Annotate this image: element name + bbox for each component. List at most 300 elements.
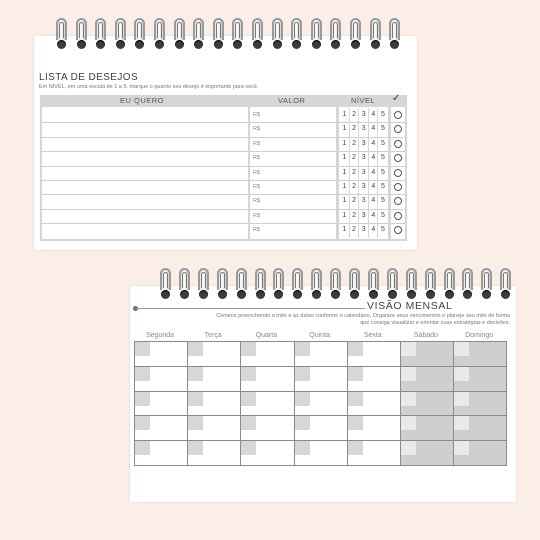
level-option-1[interactable]: 1: [342, 226, 347, 234]
day-cell[interactable]: [294, 415, 348, 441]
date-box[interactable]: [454, 342, 469, 356]
spiral-ring-icon: [174, 18, 185, 54]
day-cell[interactable]: [453, 440, 507, 466]
date-box[interactable]: [348, 367, 363, 381]
value-column: [250, 107, 336, 239]
day-cell[interactable]: [187, 391, 241, 417]
spiral-ring-icon: [76, 18, 87, 54]
level-divider: [368, 180, 369, 194]
level-divider: [377, 166, 378, 180]
level-divider: [349, 194, 350, 208]
level-divider: [349, 122, 350, 136]
ring-inner-arc: [157, 22, 162, 38]
level-divider: [368, 108, 369, 122]
level-divider: [358, 108, 359, 122]
date-box[interactable]: [188, 416, 203, 430]
weekday-4: Quinta: [309, 332, 330, 339]
date-box[interactable]: [188, 392, 203, 406]
monthly-description: Comece preenchendo o mês e as datas conforme o calendário. Organize seus vencimentos e planeje seu mês de forma que consiga visualizar e orientar suas estratégias e decisões.: [216, 313, 510, 326]
day-cell[interactable]: [400, 366, 454, 392]
item-input[interactable]: [42, 194, 248, 208]
ring-hole: [426, 290, 435, 299]
level-option-1[interactable]: 1: [342, 211, 347, 219]
day-cell[interactable]: [347, 415, 401, 441]
spiral-ring-icon: [213, 18, 224, 54]
level-option-1[interactable]: 1: [342, 139, 347, 147]
spiral-ring-icon: [236, 268, 247, 304]
title-rule: [135, 308, 365, 309]
row-divider: [339, 209, 388, 210]
ring-inner-arc: [137, 22, 142, 38]
ring-hole: [501, 290, 510, 299]
row-divider: [391, 166, 405, 167]
level-divider: [368, 223, 369, 237]
level-option-3[interactable]: 3: [361, 226, 366, 234]
ring-hole: [175, 40, 184, 49]
wishlist-table: [40, 95, 407, 241]
date-box[interactable]: [295, 441, 310, 455]
date-box[interactable]: [401, 416, 416, 430]
spiral-ring-icon: [389, 18, 400, 54]
day-cell[interactable]: [347, 341, 401, 367]
ring-hole: [293, 290, 302, 299]
level-option-1[interactable]: 1: [342, 168, 347, 176]
currency-label: R$: [253, 112, 261, 118]
level-option-1[interactable]: 1: [342, 197, 347, 205]
date-box[interactable]: [454, 367, 469, 381]
day-cell[interactable]: [240, 415, 294, 441]
ring-hole: [57, 40, 66, 49]
check-circle[interactable]: [394, 183, 402, 191]
date-box[interactable]: [454, 416, 469, 430]
ring-hole: [135, 40, 144, 49]
level-option-2[interactable]: 2: [352, 183, 357, 190]
header-valor: VALOR: [278, 96, 306, 105]
spiral-ring-icon: [232, 18, 243, 54]
level-option-5[interactable]: 5: [380, 125, 385, 133]
level-option-5[interactable]: 5: [380, 211, 385, 219]
ring-inner-arc: [59, 22, 64, 38]
ring-hole: [253, 40, 262, 49]
level-option-3[interactable]: 3: [361, 211, 366, 219]
level-option-3[interactable]: 3: [361, 183, 366, 190]
row-divider: [339, 151, 388, 152]
ring-hole: [116, 40, 125, 49]
level-divider: [377, 122, 378, 136]
date-box[interactable]: [295, 342, 310, 356]
day-cell[interactable]: [400, 341, 454, 367]
level-divider: [358, 151, 359, 165]
ring-hole: [407, 290, 416, 299]
date-box[interactable]: [241, 441, 256, 455]
weekday-2: Terça: [204, 332, 222, 339]
ring-inner-arc: [465, 272, 470, 288]
level-divider: [377, 180, 378, 194]
spiral-ring-icon: [481, 268, 492, 304]
level-divider: [368, 122, 369, 136]
day-cell[interactable]: [187, 366, 241, 392]
spiral-ring-icon: [349, 268, 360, 304]
level-option-4[interactable]: 4: [371, 154, 376, 162]
level-divider: [358, 137, 359, 151]
level-divider: [377, 108, 378, 122]
day-cell[interactable]: [347, 366, 401, 392]
spiral-ring-icon: [160, 268, 171, 304]
ring-hole: [445, 290, 454, 299]
day-cell[interactable]: [453, 366, 507, 392]
row-divider: [250, 166, 336, 167]
spiral-ring-icon: [368, 268, 379, 304]
level-divider: [358, 122, 359, 136]
date-box[interactable]: [348, 342, 363, 356]
date-box[interactable]: [241, 367, 256, 381]
level-option-3[interactable]: 3: [361, 154, 366, 162]
level-divider: [349, 137, 350, 151]
day-cell[interactable]: [134, 341, 188, 367]
level-option-4[interactable]: 4: [371, 125, 376, 133]
date-box[interactable]: [241, 342, 256, 356]
weekday-7: Domingo: [465, 332, 494, 339]
day-cell[interactable]: [240, 440, 294, 466]
level-divider: [377, 137, 378, 151]
ring-inner-arc: [275, 22, 280, 38]
ring-hole: [331, 40, 340, 49]
spiral-ring-icon: [217, 268, 228, 304]
ring-inner-arc: [314, 272, 319, 288]
level-divider: [349, 209, 350, 223]
currency-label: R$: [253, 140, 261, 147]
date-box[interactable]: [454, 392, 469, 406]
check-circle[interactable]: [394, 212, 402, 220]
item-input[interactable]: [42, 108, 248, 122]
ring-inner-arc: [235, 22, 240, 38]
level-divider: [349, 223, 350, 237]
ring-hole: [180, 290, 189, 299]
level-option-2[interactable]: 2: [352, 139, 357, 147]
check-circle[interactable]: [394, 169, 402, 177]
spiral-ring-icon: [115, 18, 126, 54]
level-option-2[interactable]: 2: [352, 111, 357, 118]
date-box[interactable]: [241, 392, 256, 406]
spiral-ring-icon: [311, 268, 322, 304]
spiral-ring-icon: [444, 268, 455, 304]
ring-hole: [218, 290, 227, 299]
level-option-5[interactable]: 5: [380, 111, 385, 118]
level-option-1[interactable]: 1: [342, 125, 347, 133]
spiral-ring-icon: [179, 268, 190, 304]
level-divider: [368, 209, 369, 223]
ring-hole: [312, 290, 321, 299]
ring-inner-arc: [216, 22, 221, 38]
currency-label: R$: [253, 155, 261, 162]
spiral-ring-icon: [134, 18, 145, 54]
date-box[interactable]: [348, 416, 363, 430]
item-input[interactable]: [42, 122, 248, 136]
date-box[interactable]: [135, 342, 150, 356]
level-option-4[interactable]: 4: [371, 226, 376, 234]
level-option-3[interactable]: 3: [361, 139, 366, 147]
ring-hole: [390, 40, 399, 49]
date-box[interactable]: [454, 441, 469, 455]
spiral-ring-icon: [198, 268, 209, 304]
row-divider: [250, 137, 336, 138]
ring-inner-arc: [258, 272, 263, 288]
spiral-ring-icon: [95, 18, 106, 54]
ring-inner-arc: [255, 22, 260, 38]
row-divider: [391, 122, 405, 123]
item-input[interactable]: [42, 166, 248, 180]
spiral-ring-icon: [350, 18, 361, 54]
currency-label: R$: [253, 227, 261, 234]
spiral-ring-icon: [462, 268, 473, 304]
day-cell[interactable]: [294, 341, 348, 367]
level-divider: [349, 151, 350, 165]
row-divider: [391, 151, 405, 152]
date-box[interactable]: [401, 392, 416, 406]
level-option-5[interactable]: 5: [380, 168, 385, 176]
level-option-3[interactable]: 3: [361, 125, 366, 133]
ring-inner-arc: [447, 272, 452, 288]
ring-hole: [77, 40, 86, 49]
ring-hole: [155, 40, 164, 49]
level-option-4[interactable]: 4: [371, 183, 376, 190]
spiral-ring-icon: [330, 268, 341, 304]
row-divider: [339, 137, 388, 138]
level-option-2[interactable]: 2: [352, 154, 357, 162]
item-input[interactable]: [42, 151, 248, 165]
spiral-ring-icon: [387, 268, 398, 304]
day-cell[interactable]: [400, 391, 454, 417]
level-option-5[interactable]: 5: [380, 197, 385, 205]
date-box[interactable]: [348, 441, 363, 455]
day-cell[interactable]: [400, 440, 454, 466]
row-divider: [391, 209, 405, 210]
item-input[interactable]: [42, 180, 248, 194]
ring-inner-arc: [295, 272, 300, 288]
date-box[interactable]: [295, 416, 310, 430]
check-circle[interactable]: [394, 140, 402, 148]
day-cell[interactable]: [453, 415, 507, 441]
row-divider: [339, 194, 388, 195]
date-box[interactable]: [188, 441, 203, 455]
spiral-ring-icon: [272, 18, 283, 54]
currency-label: R$: [253, 126, 261, 133]
level-option-2[interactable]: 2: [352, 211, 357, 219]
ring-inner-arc: [373, 22, 378, 38]
level-option-3[interactable]: 3: [361, 197, 366, 205]
spiral-ring-icon: [291, 18, 302, 54]
weekday-1: Segunda: [145, 332, 175, 339]
level-option-4[interactable]: 4: [371, 168, 376, 176]
level-divider: [377, 223, 378, 237]
level-divider: [358, 209, 359, 223]
weekday-6: Sábado: [413, 332, 439, 339]
check-circle[interactable]: [394, 111, 402, 119]
ring-hole: [274, 290, 283, 299]
row-divider: [339, 223, 388, 224]
day-cell[interactable]: [134, 366, 188, 392]
day-cell[interactable]: [294, 440, 348, 466]
monthly-sheet: [130, 286, 516, 502]
ring-hole: [96, 40, 105, 49]
date-box[interactable]: [188, 342, 203, 356]
ring-inner-arc: [98, 22, 103, 38]
ring-hole: [233, 40, 242, 49]
spiral-ring-icon: [406, 268, 417, 304]
date-box[interactable]: [295, 392, 310, 406]
ring-inner-arc: [294, 22, 299, 38]
currency-label: R$: [253, 212, 261, 219]
date-box[interactable]: [135, 441, 150, 455]
ring-inner-arc: [392, 22, 397, 38]
date-box[interactable]: [135, 367, 150, 381]
ring-hole: [199, 290, 208, 299]
ring-hole: [388, 290, 397, 299]
ring-inner-arc: [118, 22, 123, 38]
ring-hole: [351, 40, 360, 49]
level-option-1[interactable]: 1: [342, 183, 347, 190]
level-divider: [377, 194, 378, 208]
day-cell[interactable]: [187, 341, 241, 367]
date-box[interactable]: [295, 367, 310, 381]
spiral-ring-icon: [292, 268, 303, 304]
date-box[interactable]: [401, 342, 416, 356]
level-option-5[interactable]: 5: [380, 183, 385, 190]
ring-inner-arc: [239, 272, 244, 288]
day-cell[interactable]: [453, 391, 507, 417]
date-box[interactable]: [135, 392, 150, 406]
ring-inner-arc: [182, 272, 187, 288]
item-input[interactable]: [42, 137, 248, 151]
ring-hole: [463, 290, 472, 299]
ring-inner-arc: [79, 22, 84, 38]
ring-hole: [256, 290, 265, 299]
day-cell[interactable]: [187, 415, 241, 441]
level-option-1[interactable]: 1: [342, 111, 347, 118]
wishlist-sheet: [34, 36, 417, 250]
spiral-ring-icon: [154, 18, 165, 54]
spiral-ring-icon: [311, 18, 322, 54]
spiral-ring-icon: [273, 268, 284, 304]
day-cell[interactable]: [240, 341, 294, 367]
spiral-ring-icon: [252, 18, 263, 54]
level-option-2[interactable]: 2: [352, 226, 357, 234]
ring-hole: [273, 40, 282, 49]
day-cell[interactable]: [240, 391, 294, 417]
level-divider: [368, 137, 369, 151]
spiral-ring-icon: [255, 268, 266, 304]
ring-inner-arc: [220, 272, 225, 288]
weekday-5: Sexta: [363, 332, 382, 339]
level-option-2[interactable]: 2: [352, 125, 357, 133]
level-option-3[interactable]: 3: [361, 111, 366, 118]
level-divider: [349, 166, 350, 180]
ring-hole: [292, 40, 301, 49]
date-box[interactable]: [241, 416, 256, 430]
level-divider: [368, 151, 369, 165]
day-cell[interactable]: [400, 415, 454, 441]
ring-hole: [237, 290, 246, 299]
level-divider: [358, 223, 359, 237]
ring-hole: [214, 40, 223, 49]
day-cell[interactable]: [134, 415, 188, 441]
date-box[interactable]: [401, 367, 416, 381]
ring-hole: [369, 290, 378, 299]
row-divider: [391, 194, 405, 195]
currency-label: R$: [253, 184, 261, 190]
date-box[interactable]: [401, 441, 416, 455]
ring-inner-arc: [177, 22, 182, 38]
row-divider: [339, 180, 388, 181]
level-option-3[interactable]: 3: [361, 168, 366, 176]
ring-hole: [371, 40, 380, 49]
level-option-5[interactable]: 5: [380, 226, 385, 234]
day-cell[interactable]: [294, 391, 348, 417]
day-cell[interactable]: [347, 391, 401, 417]
ring-hole: [312, 40, 321, 49]
level-option-2[interactable]: 2: [352, 197, 357, 205]
ring-inner-arc: [390, 272, 395, 288]
day-cell[interactable]: [134, 440, 188, 466]
level-option-2[interactable]: 2: [352, 168, 357, 176]
date-box[interactable]: [188, 367, 203, 381]
ring-inner-arc: [196, 22, 201, 38]
weekday-3: Quarta: [255, 332, 278, 339]
day-cell[interactable]: [453, 341, 507, 367]
row-divider: [250, 209, 336, 210]
item-input[interactable]: [42, 223, 248, 237]
ring-hole: [161, 290, 170, 299]
day-cell[interactable]: [294, 366, 348, 392]
level-divider: [377, 209, 378, 223]
level-divider: [368, 194, 369, 208]
level-option-4[interactable]: 4: [371, 197, 376, 205]
level-divider: [358, 194, 359, 208]
monthly-title: VISÃO MENSAL: [367, 300, 453, 312]
level-option-1[interactable]: 1: [342, 154, 347, 162]
ring-inner-arc: [314, 22, 319, 38]
header-eu-quero: EU QUERO: [120, 96, 165, 105]
day-cell[interactable]: [134, 391, 188, 417]
level-option-4[interactable]: 4: [371, 139, 376, 147]
day-cell[interactable]: [187, 440, 241, 466]
wishlist-title: LISTA DE DESEJOS: [39, 72, 139, 83]
currency-label: R$: [253, 198, 261, 205]
ring-hole: [194, 40, 203, 49]
level-divider: [349, 180, 350, 194]
row-divider: [339, 122, 388, 123]
checkmark-icon: ✓: [392, 93, 401, 104]
row-divider: [250, 151, 336, 152]
currency-label: R$: [253, 169, 261, 176]
row-divider: [339, 166, 388, 167]
date-box[interactable]: [348, 392, 363, 406]
day-cell[interactable]: [347, 440, 401, 466]
ring-inner-arc: [353, 22, 358, 38]
item-input[interactable]: [42, 209, 248, 223]
ring-inner-arc: [333, 22, 338, 38]
row-divider: [250, 194, 336, 195]
spiral-ring-icon: [370, 18, 381, 54]
row-divider: [391, 223, 405, 224]
level-option-5[interactable]: 5: [380, 154, 385, 162]
level-option-4[interactable]: 4: [371, 211, 376, 219]
day-cell[interactable]: [240, 366, 294, 392]
spiral-ring-icon: [56, 18, 67, 54]
level-option-4[interactable]: 4: [371, 111, 376, 118]
level-option-5[interactable]: 5: [380, 139, 385, 147]
date-box[interactable]: [135, 416, 150, 430]
